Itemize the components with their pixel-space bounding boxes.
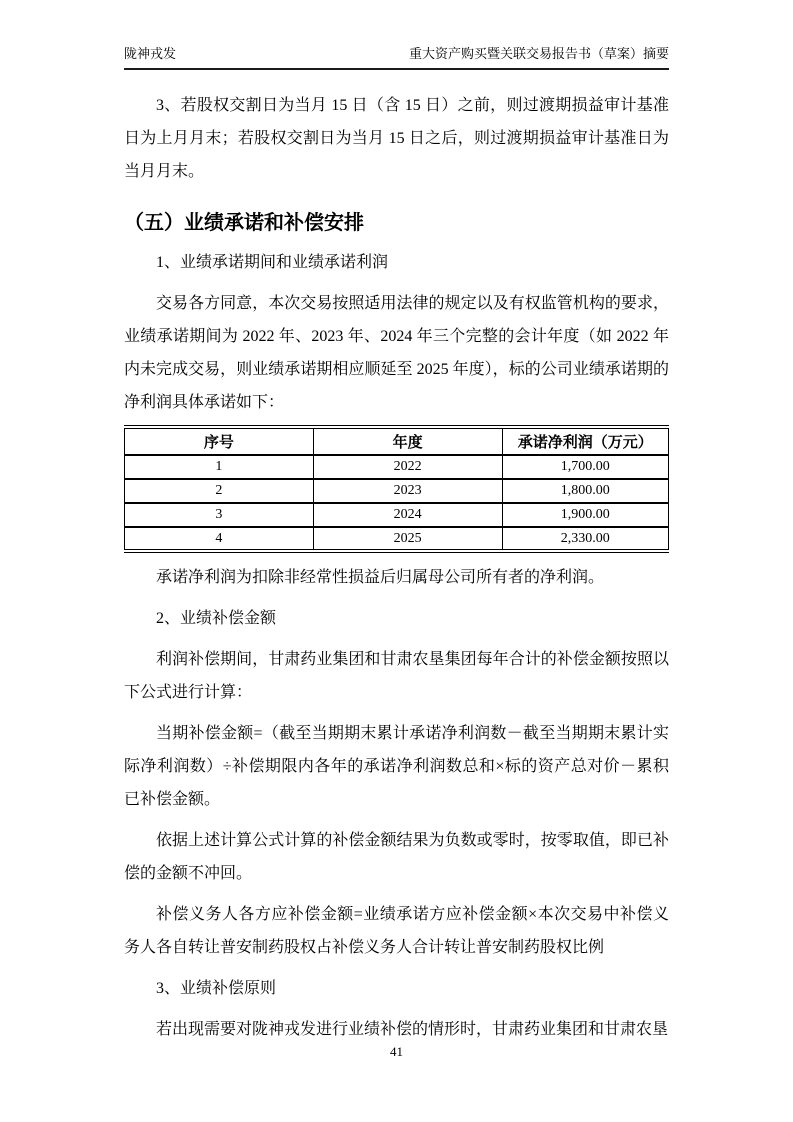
- header-company-name: 陇神戎发: [124, 46, 177, 61]
- page-header: [124, 46, 669, 70]
- paragraph-obligor-share-formula: 补偿义务人各方应补偿金额=业绩承诺方应补偿金额×本次交易中补偿义务人各自转让普安制药股权占补偿义务人合计转让普安制药股权比例: [124, 906, 669, 956]
- page-body: [124, 71, 669, 1046]
- table-row: [125, 503, 669, 527]
- cell-year: 2023: [313, 479, 502, 503]
- cell-profit: 2,330.00: [502, 527, 668, 551]
- table-row: [125, 455, 669, 479]
- paragraph-net-profit-definition: 承诺净利润为扣除非经常性损益后归属母公司所有者的净利润。: [156, 569, 605, 586]
- subheading-commitment-period: 1、业绩承诺期间和业绩承诺利润: [156, 254, 389, 271]
- paragraph-audit-base-date: 3、若股权交割日为当月 15 日（含 15 日）之前，则过渡期损益审计基准日为上月月末；若股权交割日为当月 15 日之后，则过渡期损益审计基准日为当月月末。: [124, 97, 669, 180]
- table-header-index: 序号: [125, 427, 314, 455]
- table-header-year: 年度: [313, 427, 502, 455]
- cell-index: 3: [125, 503, 314, 527]
- cell-profit: 1,800.00: [502, 479, 668, 503]
- profit-commitment-table: [124, 425, 669, 553]
- page-number: 41: [390, 1044, 403, 1059]
- table-header-row: [125, 427, 669, 455]
- table-row: [125, 527, 669, 551]
- paragraph-compensation-formula: 当期补偿金额=（截至当期期末累计承诺净利润数－截至当期期末累计实际净利润数）÷补偿期限内各年的承诺净利润数总和×标的资产总对价－累积已补偿金额。: [124, 725, 669, 808]
- cell-profit: 1,700.00: [502, 455, 668, 479]
- cell-year: 2025: [313, 527, 502, 551]
- cell-year: 2024: [313, 503, 502, 527]
- table-row: [125, 479, 669, 503]
- cell-year: 2022: [313, 455, 502, 479]
- cell-profit: 1,900.00: [502, 503, 668, 527]
- subheading-compensation-principle: 3、业绩补偿原则: [156, 980, 277, 997]
- section-heading-performance-commitment: （五）业绩承诺和补偿安排: [124, 212, 364, 234]
- table-header-promised-profit: 承诺净利润（万元）: [502, 427, 668, 455]
- paragraph-compensation-intro: 利润补偿期间，甘肃药业集团和甘肃农垦集团每年合计的补偿金额按照以下公式进行计算：: [124, 651, 669, 701]
- cell-index: 1: [125, 455, 314, 479]
- paragraph-negative-or-zero-rule: 依据上述计算公式计算的补偿金额结果为负数或零时，按零取值，即已补偿的金额不冲回。: [124, 832, 669, 882]
- subheading-compensation-amount: 2、业绩补偿金额: [156, 610, 277, 627]
- paragraph-commitment-period-detail: 交易各方同意，本次交易按照适用法律的规定以及有权监管机构的要求，业绩承诺期间为 2022 年、2023 年、2024 年三个完整的会计年度（如 2022 年内未完成交易，则业绩承诺期相应顺延至 2025 年度），标的公司业绩承诺期的净利润具体承诺如下：: [124, 295, 669, 411]
- cell-index: 2: [125, 479, 314, 503]
- cell-index: 4: [125, 527, 314, 551]
- header-report-title: 重大资产购买暨关联交易报告书（草案）摘要: [408, 46, 669, 61]
- paragraph-compensation-principle-intro: 若出现需要对陇神戎发进行业绩补偿的情形时，甘肃药业集团和甘肃农垦: [156, 1021, 669, 1038]
